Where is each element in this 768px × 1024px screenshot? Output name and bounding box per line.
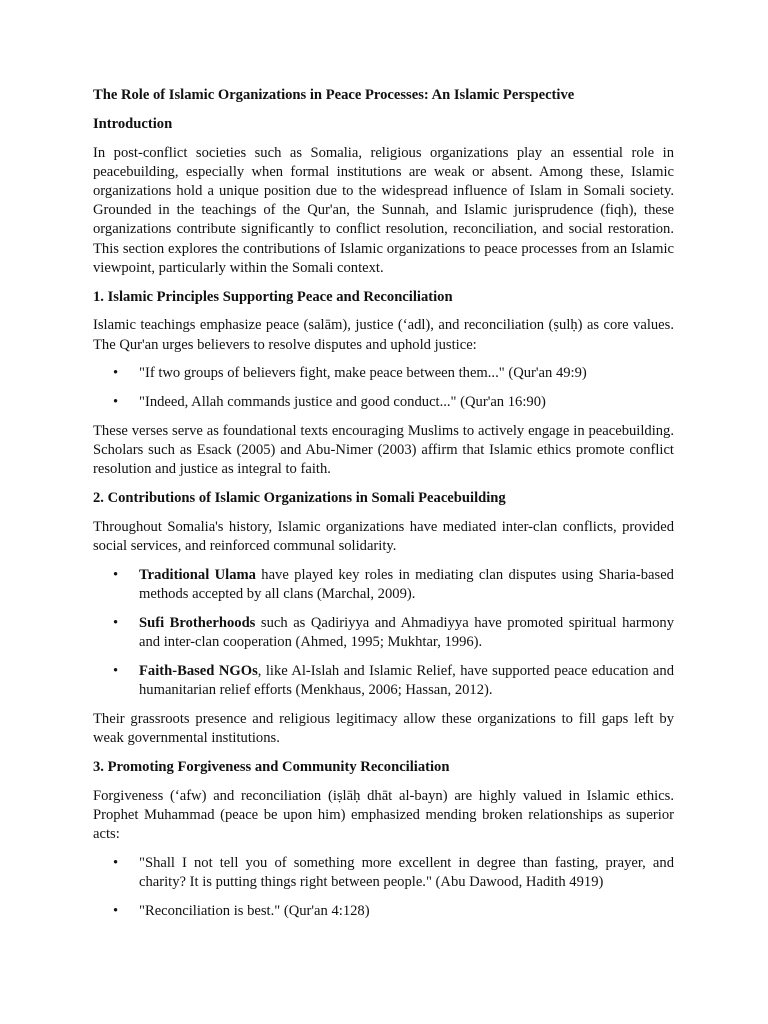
bullet-icon: • [113, 903, 119, 919]
section-1-closing-paragraph: These verses serve as foundational texts encouraging Muslims to actively engage in peacebuilding. Scholars such as Esack (2005) and Abu-Nimer (2003) affirm that Islamic ethics promote conflict resolution and justice as integral to faith. [93, 423, 674, 478]
list-item [93, 364, 674, 383]
document-title: The Role of Islamic Organizations in Peace Processes: An Islamic Perspective [93, 87, 575, 103]
list-item-text: "If two groups of believers fight, make peace between them..." (Qur'an 49:9) [139, 365, 587, 382]
section-1-paragraph: Islamic teachings emphasize peace (salām), justice (‘adl), and reconciliation (ṣulḥ) as core values. The Qur'an urges believers to resolve disputes and uphold justice: [93, 317, 674, 353]
list-item [93, 662, 674, 700]
bullet-icon: • [113, 663, 119, 679]
list-item-text: such as Qadiriyya and Ahmadiyya have promoted spiritual harmony and inter-clan cooperation (Ahmed, 1995; Mukhtar, 1996). [139, 615, 674, 651]
bullet-icon: • [113, 394, 119, 411]
section-3-heading: 3. Promoting Forgiveness and Community Reconciliation [93, 759, 450, 775]
list-item-term: Faith-Based NGOs [139, 663, 258, 679]
section-2-closing-paragraph: Their grassroots presence and religious legitimacy allow these organizations to fill gaps left by weak governmental institutions. [93, 711, 674, 747]
list-item-text: "Reconciliation is best." (Qur'an 4:128) [139, 903, 370, 919]
section-1-quote-list [93, 364, 674, 412]
bullet-icon: • [113, 365, 119, 382]
section-2-heading: 2. Contributions of Islamic Organizations in Somali Peacebuilding [93, 490, 506, 507]
introduction-paragraph: In post-conflict societies such as Somalia, religious organizations play an essential role in peacebuilding, especially when formal institutions are weak or absent. Among these, Islamic organizations hold a unique position due to the widespread influence of Islam in Somali society. Grounded in the teachings of the Qur'an, the Sunnah, and Islamic jurisprudence (fiqh), these organizations contribute significantly to conflict resolution, reconciliation, and social restoration. This section explores the contributions of Islamic organizations to peace processes from an Islamic viewpoint, particularly within the Somali context. [93, 144, 674, 276]
section-1-heading: 1. Islamic Principles Supporting Peace and Reconciliation [93, 288, 453, 305]
list-item-term: Traditional Ulama [139, 567, 256, 583]
section-2-organization-list [93, 566, 674, 700]
document-page [93, 86, 674, 931]
list-item-text: "Shall I not tell you of something more excellent in degree than fasting, prayer, and charity? It is putting things right between people." (Abu Dawood, Hadith 4919) [139, 855, 674, 891]
section-2-paragraph: Throughout Somalia's history, Islamic organizations have mediated inter-clan conflicts, provided social services, and reinforced communal solidarity. [93, 519, 674, 555]
list-item-text: "Indeed, Allah commands justice and good conduct..." (Qur'an 16:90) [139, 394, 546, 411]
list-item-term: Sufi Brotherhoods [139, 615, 256, 631]
section-3-quote-list [93, 854, 674, 921]
list-item [93, 393, 674, 412]
bullet-icon: • [113, 855, 119, 871]
list-item-text: , like Al-Islah and Islamic Relief, have supported peace education and humanitarian relief efforts (Menkhaus, 2006; Hassan, 2012). [139, 663, 674, 699]
list-item [93, 902, 674, 921]
introduction-heading: Introduction [93, 115, 173, 132]
list-item [93, 854, 674, 892]
list-item [93, 614, 674, 652]
section-3-paragraph: Forgiveness (‘afw) and reconciliation (iṣlāḥ dhāt al-bayn) are highly valued in Islamic ethics. Prophet Muhammad (peace be upon him) emphasized mending broken relationships as superior acts: [93, 787, 674, 843]
bullet-icon: • [113, 567, 119, 583]
list-item [93, 566, 674, 604]
list-item-text: have played key roles in mediating clan disputes using Sharia-based methods accepted by all clans (Marchal, 2009). [139, 567, 674, 603]
bullet-icon: • [113, 615, 119, 631]
